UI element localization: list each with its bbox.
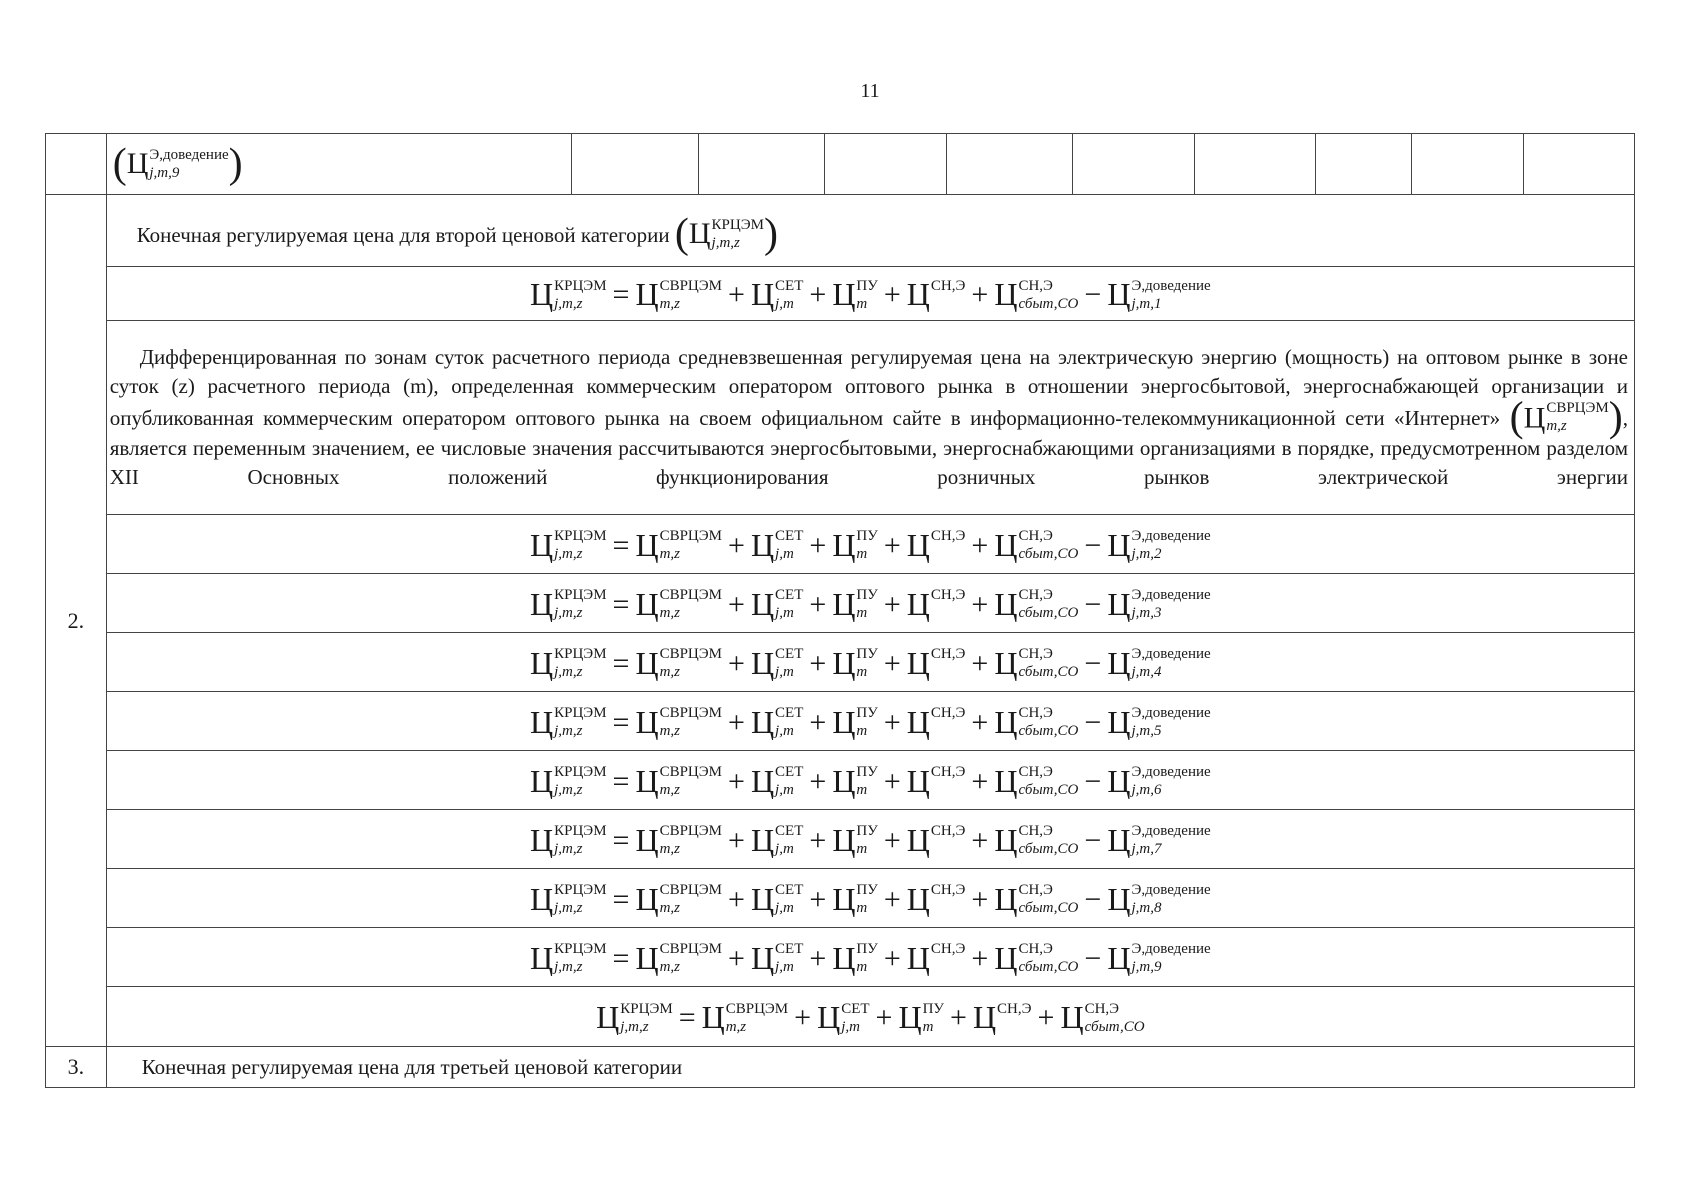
term-sales-markup: Ц СН,Э (906, 704, 966, 741)
formula-row (46, 751, 1635, 810)
term-infrastructure-price: Ц ПУ m (832, 276, 878, 313)
operator: − (1084, 646, 1102, 680)
price-formula (106, 751, 1634, 810)
operator: + (883, 278, 901, 312)
definition-row (46, 321, 1635, 515)
operator: = (612, 941, 630, 975)
operator: = (678, 1001, 696, 1035)
term-sales-markup: Ц СН,Э (906, 527, 966, 564)
operator: − (1084, 528, 1102, 562)
price-formula (106, 574, 1634, 633)
operator: + (728, 941, 745, 975)
operator: + (728, 705, 745, 739)
operator: + (971, 587, 989, 621)
operator: − (1084, 587, 1102, 621)
operator: + (971, 278, 989, 312)
term-final-price: Ц КРЦЭМ j,m,z (530, 645, 607, 682)
price-formula (106, 515, 1634, 574)
row-number: 2. (46, 195, 107, 1047)
term-network-price: Ц СЕТ j,m (750, 881, 804, 918)
term-wholesale-price: Ц СВРЦЭМ m,z (701, 999, 789, 1036)
operator: = (612, 528, 630, 562)
term-deduction: Ц Э,доведение j,m,1 (1107, 276, 1211, 313)
term-sales-markup-so: Ц СН,Э сбыт,СО (994, 881, 1079, 918)
definition-paragraph: Дифференцированная по зонам суток расчетного периода средневзвешенная регулируемая цена на электрическую энергию (мощность) на оптовом рынке в зоне суток (z) расчетного периода (m), определенная коммерческим оператором оптового рынка в отношении энергосбытовой, энергоснабжающей организации и опубликованная коммерческим оператором оптового рынка на своем официальном сайте в информационно-телекоммуникационной сети «Интернет» (Ц СВРЦЭМ m,z ), является переменным значением, ее числовые значения рассчитываются энергосбытовыми, энергоснабжающими организациями в порядке, предусмотренном разделом XII Основных положений функционирования розничных рынков электрической энергии (106, 321, 1634, 515)
term-final-price: Ц КРЦЭМ j,m,z (530, 276, 607, 313)
operator: + (809, 941, 827, 975)
formula-row (46, 810, 1635, 869)
term-sales-markup-so: Ц СН,Э сбыт,СО (994, 586, 1079, 623)
paragraph-formula: (Ц СВРЦЭМ m,z ) (1509, 394, 1623, 441)
operator: + (883, 705, 901, 739)
formula-row (46, 267, 1635, 321)
operator: + (883, 764, 901, 798)
term-infrastructure-price: Ц ПУ m (832, 704, 878, 741)
operator: + (809, 705, 827, 739)
operator: + (883, 941, 901, 975)
term-deduction: Ц Э,доведение j,m,9 (1107, 940, 1211, 977)
term-sales-markup-so: Ц СН,Э сбыт,СО (1060, 999, 1145, 1036)
term-infrastructure-price: Ц ПУ m (832, 763, 878, 800)
empty-cell (572, 134, 699, 195)
empty-cell (1073, 134, 1194, 195)
term-sales-markup: Ц СН,Э (906, 881, 966, 918)
term-sales-markup-so: Ц СН,Э сбыт,СО (994, 940, 1079, 977)
term-infrastructure-price: Ц ПУ m (832, 940, 878, 977)
term-sales-markup: Ц СН,Э (906, 763, 966, 800)
operator: + (728, 882, 745, 916)
term-wholesale-price: Ц СВРЦЭМ m,z (635, 527, 723, 564)
formula-row (46, 928, 1635, 987)
final-price-formula (106, 987, 1634, 1047)
operator: + (971, 646, 989, 680)
continuation-formula: (Ц Э,доведение j,m,9 ) (106, 134, 572, 195)
row3 (46, 1047, 1635, 1088)
empty-cell (946, 134, 1073, 195)
empty-cell (1316, 134, 1412, 195)
term-infrastructure-price: Ц ПУ m (832, 881, 878, 918)
term-network-price: Ц СЕТ j,m (750, 822, 804, 859)
formula-row (46, 692, 1635, 751)
term-sales-markup: Ц СН,Э (906, 645, 966, 682)
operator: + (809, 764, 827, 798)
formula-row (46, 633, 1635, 692)
term-infrastructure-price: Ц ПУ m (832, 527, 878, 564)
operator: = (612, 823, 630, 857)
operator: + (794, 1001, 812, 1035)
term-sales-markup-so: Ц СН,Э сбыт,СО (994, 645, 1079, 682)
term-deduction: Ц Э,доведение j,m,4 (1107, 645, 1211, 682)
term-network-price: Ц СЕТ j,m (750, 704, 804, 741)
operator: + (971, 882, 989, 916)
term-network-price: Ц СЕТ j,m (750, 527, 804, 564)
term-infrastructure-price: Ц ПУ m (832, 822, 878, 859)
term-infrastructure-price: Ц ПУ m (832, 645, 878, 682)
term-network-price: Ц СЕТ j,m (750, 276, 804, 313)
row-number: 3. (46, 1047, 107, 1088)
operator: + (971, 528, 989, 562)
term-infrastructure-price: Ц ПУ m (832, 586, 878, 623)
term-deduction: Ц Э,доведение j,m,8 (1107, 881, 1211, 918)
term-final-price: Ц КРЦЭМ j,m,z (530, 704, 607, 741)
term-network-price: Ц СЕТ j,m (750, 645, 804, 682)
price-formula (106, 869, 1634, 928)
empty-number-cell (46, 134, 107, 195)
term-wholesale-price: Ц СВРЦЭМ m,z (635, 704, 723, 741)
row2-heading (46, 195, 1635, 267)
term-sales-markup: Ц СН,Э (972, 999, 1032, 1036)
operator: + (883, 587, 901, 621)
empty-cell (698, 134, 825, 195)
operator: + (971, 941, 989, 975)
term-sales-markup: Ц СН,Э (906, 276, 966, 313)
operator: + (809, 882, 827, 916)
operator: − (1084, 941, 1102, 975)
formula-row (46, 574, 1635, 633)
term-sales-markup: Ц СН,Э (906, 586, 966, 623)
term-sales-markup-so: Ц СН,Э сбыт,СО (994, 276, 1079, 313)
operator: + (809, 278, 827, 312)
price-formula (106, 692, 1634, 751)
operator: + (809, 823, 827, 857)
term-sales-markup-so: Ц СН,Э сбыт,СО (994, 763, 1079, 800)
term-final-price: Ц КРЦЭМ j,m,z (530, 763, 607, 800)
operator: + (883, 823, 901, 857)
empty-cell (1194, 134, 1315, 195)
formula-row (46, 869, 1635, 928)
operator: + (883, 528, 901, 562)
operator: − (1084, 705, 1102, 739)
operator: + (728, 587, 745, 621)
term-network-price: Ц СЕТ j,m (750, 763, 804, 800)
term-sales-markup-so: Ц СН,Э сбыт,СО (994, 704, 1079, 741)
operator: + (883, 882, 901, 916)
operator: + (728, 278, 745, 312)
term-final-price: Ц КРЦЭМ j,m,z (530, 527, 607, 564)
formula-row (46, 515, 1635, 574)
operator: − (1084, 278, 1102, 312)
term-sales-markup: Ц СН,Э (906, 822, 966, 859)
price-formula (106, 810, 1634, 869)
row2-heading-text: Конечная регулируемая цена для второй ценовой категории (Ц КРЦЭМ j,m,z ) (106, 195, 1634, 267)
row3-heading: Конечная регулируемая цена для третьей ценовой категории (106, 1047, 1634, 1088)
operator: + (883, 646, 901, 680)
term-final-price: Ц КРЦЭМ j,m,z (530, 940, 607, 977)
term-final-price: Ц КРЦЭМ j,m,z (530, 822, 607, 859)
operator: = (612, 278, 630, 312)
term-wholesale-price: Ц СВРЦЭМ m,z (635, 763, 723, 800)
empty-cell (1523, 134, 1634, 195)
operator: + (971, 705, 989, 739)
operator: − (1084, 823, 1102, 857)
operator: = (612, 764, 630, 798)
price-formula (106, 267, 1634, 321)
operator: + (728, 823, 745, 857)
operator: = (612, 882, 630, 916)
operator: = (612, 587, 630, 621)
operator: + (971, 764, 989, 798)
term-deduction: Ц Э,доведение j,m,7 (1107, 822, 1211, 859)
term-deduction: Ц Э,доведение j,m,5 (1107, 704, 1211, 741)
term-network-price: Ц СЕТ j,m (750, 940, 804, 977)
operator: + (809, 646, 827, 680)
term-wholesale-price: Ц СВРЦЭМ m,z (635, 586, 723, 623)
term-sales-markup: Ц СН,Э (906, 940, 966, 977)
term-network-price: Ц СЕТ j,m (817, 999, 870, 1036)
term-sales-markup-so: Ц СН,Э сбыт,СО (994, 527, 1079, 564)
term-wholesale-price: Ц СВРЦЭМ m,z (635, 881, 723, 918)
term-final-price: Ц КРЦЭМ j,m,z (530, 586, 607, 623)
heading-formula: (Ц КРЦЭМ j,m,z ) (674, 211, 778, 258)
term-deduction: Ц Э,доведение j,m,6 (1107, 763, 1211, 800)
operator: + (728, 646, 745, 680)
price-table (45, 133, 1635, 1088)
operator: = (612, 705, 630, 739)
operator: + (1037, 1001, 1055, 1035)
operator: + (809, 587, 827, 621)
empty-cell (825, 134, 946, 195)
operator: − (1084, 764, 1102, 798)
term-wholesale-price: Ц СВРЦЭМ m,z (635, 276, 723, 313)
final-formula-row (46, 987, 1635, 1047)
operator: − (1084, 882, 1102, 916)
term-network-price: Ц СЕТ j,m (750, 586, 804, 623)
operator: + (809, 528, 827, 562)
operator: + (950, 1001, 967, 1035)
page-number: 11 (860, 80, 880, 102)
operator: + (728, 764, 745, 798)
continuation-row (46, 134, 1635, 195)
term-deduction: Ц Э,доведение j,m,2 (1107, 527, 1211, 564)
term-final-price: Ц КРЦЭМ j,m,z (530, 881, 607, 918)
operator: + (875, 1001, 893, 1035)
term-deduction: Ц Э,доведение j,m,3 (1107, 586, 1211, 623)
term-final-price: Ц КРЦЭМ j,m,z (596, 999, 673, 1036)
price-formula (106, 928, 1634, 987)
term-wholesale-price: Ц СВРЦЭМ m,z (635, 822, 723, 859)
operator: + (728, 528, 745, 562)
operator: = (612, 646, 630, 680)
operator: + (971, 823, 989, 857)
term-infrastructure-price: Ц ПУ m (898, 999, 945, 1036)
price-formula (106, 633, 1634, 692)
term-wholesale-price: Ц СВРЦЭМ m,z (635, 645, 723, 682)
term-wholesale-price: Ц СВРЦЭМ m,z (635, 940, 723, 977)
empty-cell (1412, 134, 1523, 195)
term-sales-markup-so: Ц СН,Э сбыт,СО (994, 822, 1079, 859)
